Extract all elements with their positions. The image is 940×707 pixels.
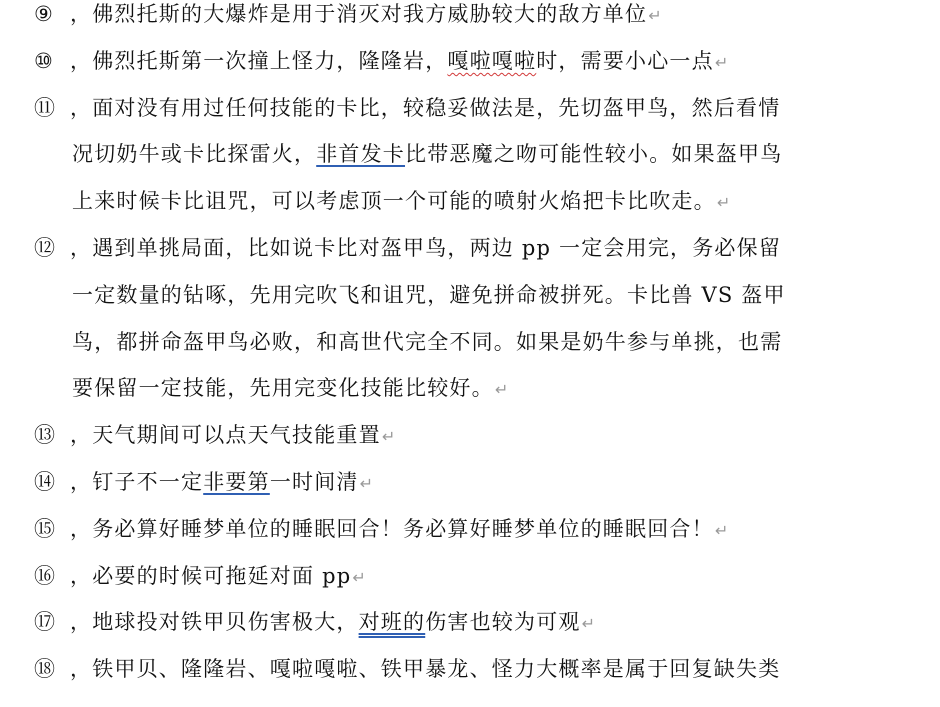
list-item — [34, 608, 595, 636]
item-text: ，必要的时候可拖延对面 pp — [70, 563, 352, 588]
underlined-text: 非首发卡 — [316, 142, 406, 167]
item-text: ，务必算好睡梦单位的睡眠回合！务必算好睡梦单位的睡眠回合！ — [70, 516, 714, 541]
underlined-text: 嘎啦嘎啦 — [447, 48, 537, 73]
list-item — [34, 0, 662, 28]
item-number: ⑮ — [34, 516, 57, 541]
item-text: 况切奶牛或卡比探雷火， — [72, 142, 317, 167]
list-item — [34, 468, 373, 496]
item-number: ⑯ — [34, 563, 57, 588]
list-item — [34, 47, 728, 75]
item-number: ⑭ — [34, 470, 57, 494]
item-text: ，面对没有用过任何技能的卡比，较稳妥做法是，先切盔甲鸟，然后看情 — [70, 95, 781, 120]
item-number: ⑱ — [34, 657, 57, 682]
list-item-continuation — [72, 374, 508, 402]
item-number: ⑬ — [34, 423, 57, 448]
item-text: ，天气期间可以点天气技能重置 — [70, 423, 381, 448]
item-text: ，佛烈托斯第一次撞上怪力，隆隆岩， — [70, 48, 448, 73]
item-number: ⑩ — [34, 48, 55, 73]
paragraph-mark-icon: ↵ — [714, 52, 729, 72]
list-item — [34, 94, 780, 122]
paragraph-mark-icon: ↵ — [581, 614, 596, 634]
paragraph-mark-icon: ↵ — [494, 380, 509, 400]
list-item-continuation — [72, 140, 782, 168]
item-number: ⑨ — [34, 2, 55, 26]
item-text: 伤害也较为可观 — [425, 610, 581, 635]
underlined-text: 对班的 — [358, 610, 426, 635]
item-text: 一定数量的钻啄，先用完吹飞和诅咒，避免拼命被拼死。卡比兽 VS 盔甲 — [72, 282, 786, 307]
paragraph-mark-icon: ↵ — [381, 427, 396, 447]
item-text: ，遇到单挑局面，比如说卡比对盔甲鸟，两边 pp 一定会用完，务必保留 — [70, 236, 782, 260]
item-text: 比带恶魔之吻可能性较小。如果盔甲鸟 — [405, 142, 783, 167]
item-text: ，钉子不一定 — [70, 470, 204, 494]
list-item — [34, 421, 395, 449]
item-text: 时，需要小心一点 — [536, 48, 714, 73]
paragraph-mark-icon: ↵ — [716, 193, 731, 213]
paragraph-mark-icon: ↵ — [714, 520, 729, 540]
list-item — [34, 234, 781, 262]
item-text: 上来时候卡比诅咒，可以考虑顶一个可能的喷射火焰把卡比吹走。 — [72, 189, 716, 214]
paragraph-mark-icon: ↵ — [359, 474, 374, 493]
list-item — [34, 562, 366, 590]
item-text: ，佛烈托斯的大爆炸是用于消灭对我方威胁较大的敌方单位 — [70, 2, 648, 26]
list-item-continuation — [72, 187, 730, 215]
item-text: 要保留一定技能，先用完变化技能比较好。 — [72, 376, 494, 401]
list-item-continuation — [72, 328, 782, 356]
paragraph-mark-icon: ↵ — [352, 567, 366, 587]
paragraph-mark-icon: ↵ — [648, 6, 662, 25]
item-text: 一时间清 — [269, 470, 359, 494]
list-item — [34, 655, 780, 683]
item-text: ，地球投对铁甲贝伤害极大， — [70, 610, 359, 635]
underlined-text: 非要第 — [203, 470, 270, 494]
item-number: ⑰ — [34, 610, 57, 635]
item-number: ⑪ — [34, 95, 57, 120]
item-text: ，铁甲贝、隆隆岩、嘎啦嘎啦、铁甲暴龙、怪力大概率是属于回复缺失类 — [70, 657, 781, 682]
item-text: 鸟，都拼命盔甲鸟必败，和高世代完全不同。如果是奶牛参与单挑，也需 — [72, 329, 783, 354]
list-item — [34, 515, 728, 543]
list-item-continuation — [72, 281, 786, 309]
item-number: ⑫ — [34, 236, 57, 260]
